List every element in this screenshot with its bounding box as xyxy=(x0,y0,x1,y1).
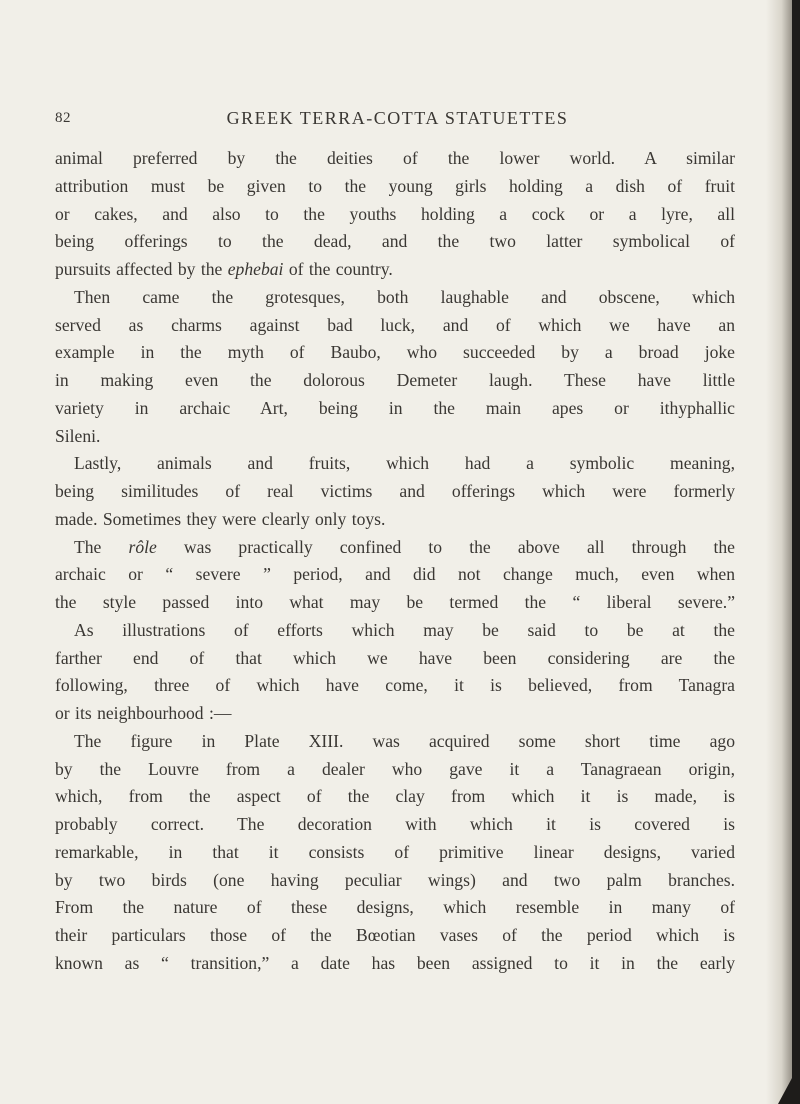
page-edge-dark xyxy=(792,0,800,1104)
text-line: the style passed into what may be termed the “ liberal severe.” xyxy=(55,592,735,612)
text-line: animal preferred by the deities of the lower world. A similar xyxy=(55,148,735,168)
text-run: The xyxy=(74,536,129,557)
text-line: remarkable, in that it consists of primitive linear designs, varied xyxy=(55,841,735,862)
text-line: As illustrations of efforts which may be said to be at the xyxy=(74,619,735,640)
text-line: being similitudes of real victims and offerings which were formerly xyxy=(55,481,735,501)
italic-term-role: rôle xyxy=(128,536,157,557)
text-line: made. Sometimes they were clearly only toys. xyxy=(55,508,386,529)
text-line: Then came the grotesques, both laughable and obscene, which xyxy=(74,286,735,307)
text-line xyxy=(55,534,735,562)
text-line: The figure in Plate XIII. was acquired some short time ago xyxy=(74,730,735,751)
text-line: example in the myth of Baubo, who succeeded by a broad joke xyxy=(55,342,735,363)
text-line xyxy=(55,256,735,284)
text-line: Lastly, animals and fruits, which had a symbolic meaning, xyxy=(74,453,735,474)
text-line: Sileni. xyxy=(55,425,101,446)
text-line: or its neighbourhood :— xyxy=(55,703,232,723)
corner-mark xyxy=(778,1078,792,1104)
text-line: by the Louvre from a dealer who gave it a Tanagraean origin, xyxy=(55,758,735,779)
text-line: attribution must be given to the young girls holding a dish of fruit xyxy=(55,175,735,196)
text-line: known as “ transition,” a date has been assigned to it in the early xyxy=(55,952,735,973)
text-line: From the nature of these designs, which resemble in many of xyxy=(55,897,735,918)
text-line: archaic or “ severe ” period, and did not change much, even when xyxy=(55,564,735,585)
running-head: GREEK TERRA-COTTA STATUETTES xyxy=(226,108,569,128)
page-header xyxy=(55,108,740,130)
text-line: their particulars those of the Bœotian vases of the period which is xyxy=(55,925,735,945)
text-line: probably correct. The decoration with which it is covered is xyxy=(55,814,735,834)
text-run: of the country. xyxy=(283,259,393,279)
text-run: was practically confined to the above all through the xyxy=(156,536,735,557)
text-line: served as charms against bad luck, and of which we have an xyxy=(55,314,735,335)
body-text xyxy=(55,145,735,978)
page-number: 82 xyxy=(55,110,71,126)
text-line: which, from the aspect of the clay from which it is made, is xyxy=(55,786,735,807)
text-line: being offerings to the dead, and the two latter symbolical of xyxy=(55,231,735,252)
text-line: following, three of which have come, it is believed, from Tanagra xyxy=(55,675,735,696)
text-run: pursuits affected by the xyxy=(55,259,228,279)
text-line: by two birds (one having peculiar wings) and two palm branches. xyxy=(55,869,735,890)
italic-term-ephebai: ephebai xyxy=(227,259,284,279)
text-line: in making even the dolorous Demeter laugh. These have little xyxy=(55,370,735,390)
text-line: variety in archaic Art, being in the main apes or ithyphallic xyxy=(55,397,735,418)
text-line: farther end of that which we have been considering are the xyxy=(55,647,735,668)
text-line: or cakes, and also to the youths holding a cock or a lyre, all xyxy=(55,203,735,224)
